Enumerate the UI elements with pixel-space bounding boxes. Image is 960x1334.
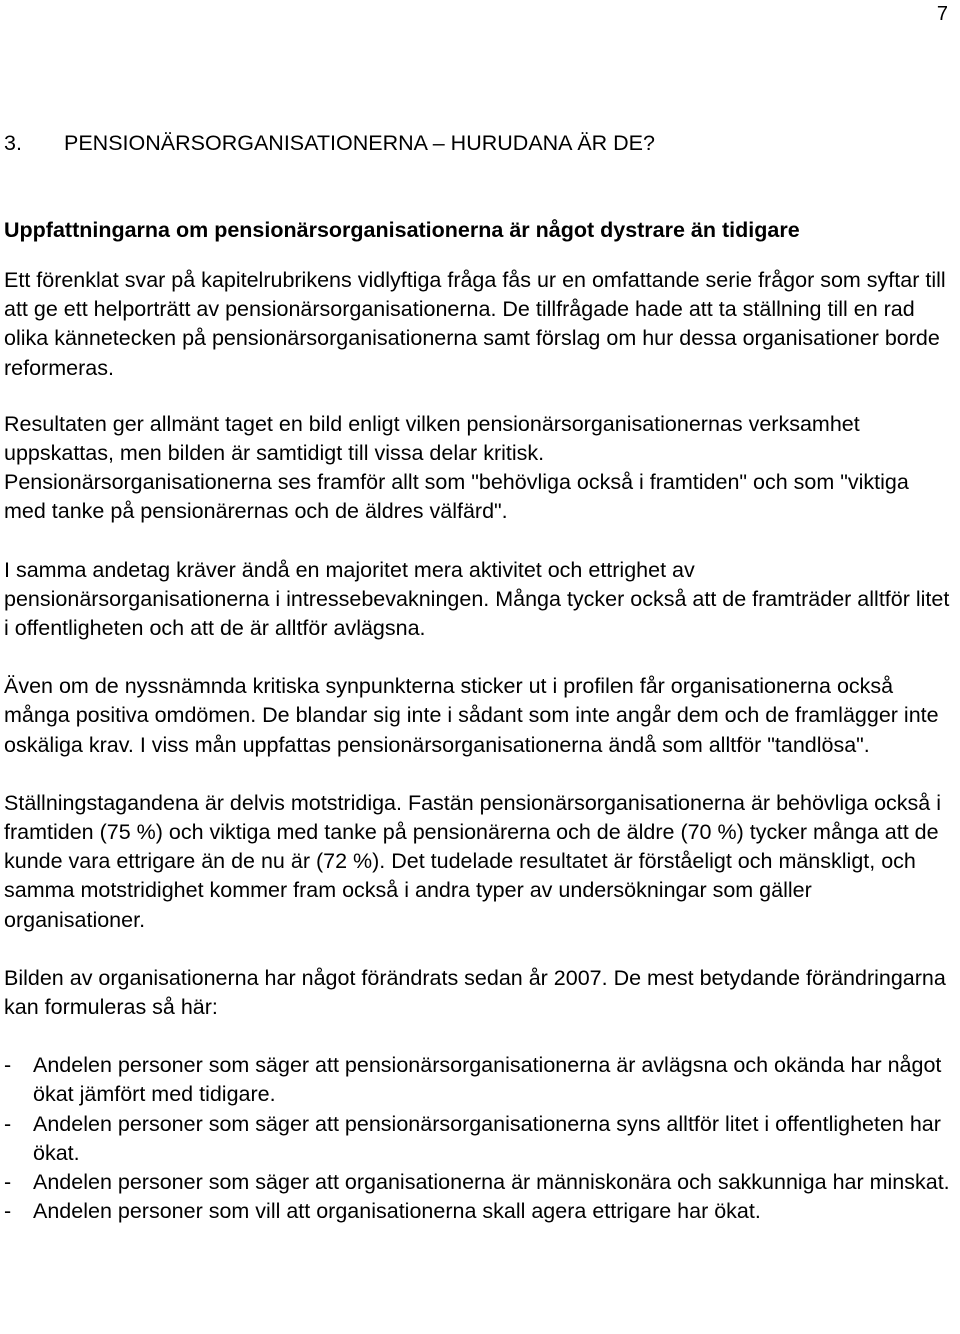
list-item bbox=[4, 1051, 952, 1109]
list-item-text: Andelen personer som säger att pensionärsorganisationerna är avlägsna och okända har något ökat jämfört med tidigare. bbox=[33, 1053, 942, 1107]
page-number: 7 bbox=[936, 3, 948, 25]
chapter-title: PENSIONÄRSORGANISATIONERNA – HURUDANA ÄR DE? bbox=[64, 131, 655, 155]
list-item bbox=[4, 1197, 952, 1226]
list-item bbox=[4, 1168, 952, 1197]
list-item-text: Andelen personer som säger att pensionärsorganisationerna syns alltför litet i offentligheten har ökat. bbox=[33, 1111, 941, 1165]
bullet-dash: - bbox=[4, 1199, 12, 1224]
paragraph-perception: Pensionärsorganisationerna ses framför allt som "behövliga också i framtiden" och som "viktiga med tanke på pensionärernas och de äldres välfärd". bbox=[4, 470, 909, 524]
change-list bbox=[4, 1051, 952, 1226]
paragraph-results: Resultaten ger allmänt taget en bild enligt vilken pensionärsorganisationernas verksamhet uppskattas, men bilden är samtidigt till vissa delar kritisk. bbox=[4, 411, 860, 466]
section-heading: Uppfattningarna om pensionärsorganisationerna är något dystrare än tidigare bbox=[4, 218, 800, 242]
paragraph-criticism: I samma andetag kräver ändå en majoritet mera aktivitet och ettrighet av pensionärsorganisationerna i intressebevakningen. Många tycker också att de framträder alltför litet i offentligheten och att de är alltför avlägsna. bbox=[4, 557, 950, 641]
bullet-dash: - bbox=[4, 1053, 12, 1078]
list-item-text: Andelen personer som säger att organisationerna är människonära och sakkunniga har minskat. bbox=[33, 1170, 950, 1195]
paragraph-positive: Även om de nyssnämnda kritiska synpunkterna sticker ut i profilen får organisationerna också många positiva omdömen. De blandar sig inte i sådant som inte angår dem och de framlägger inte oskäliga krav. I viss mån uppfattas pensionärsorganisationerna ändå som alltför "tandlösa". bbox=[4, 674, 939, 757]
bullet-dash: - bbox=[4, 1170, 12, 1195]
paragraph-intro: Ett förenklat svar på kapitelrubrikens vidlyftiga fråga fås ur en omfattande serie frågor som syftar till att ge ett helporträtt av pensionärsorganisationerna. De tillfrågade hade att ta ställning till en rad olika kännetecken på pensionärsorganisationerna samt förslag om hur dessa organisationer borde reformeras. bbox=[4, 268, 946, 380]
chapter-number: 3. bbox=[4, 131, 22, 155]
list-item-text: Andelen personer som vill att organisationerna skall agera ettrigare har ökat. bbox=[33, 1199, 761, 1224]
paragraph-changes: Bilden av organisationerna har något förändrats sedan år 2007. De mest betydande förändringarna kan formuleras så här: bbox=[4, 965, 946, 1020]
page-content bbox=[4, 128, 952, 1226]
paragraph-contradictory: Ställningstagandena är delvis motstridiga. Fastän pensionärsorganisationerna är behövliga också i framtiden (75 %) och viktiga med tanke på pensionärerna och de äldre (70 %) tycker många att de kunde vara ettrigare än de nu är (72 %). Det tudelade resultatet är förståeligt och mänskligt, och samma motstridighet kommer fram också i andra typer av undersökningar som gäller organisationer. bbox=[4, 790, 942, 932]
list-item bbox=[4, 1110, 952, 1168]
bullet-dash: - bbox=[4, 1111, 12, 1136]
chapter-heading bbox=[4, 128, 952, 158]
